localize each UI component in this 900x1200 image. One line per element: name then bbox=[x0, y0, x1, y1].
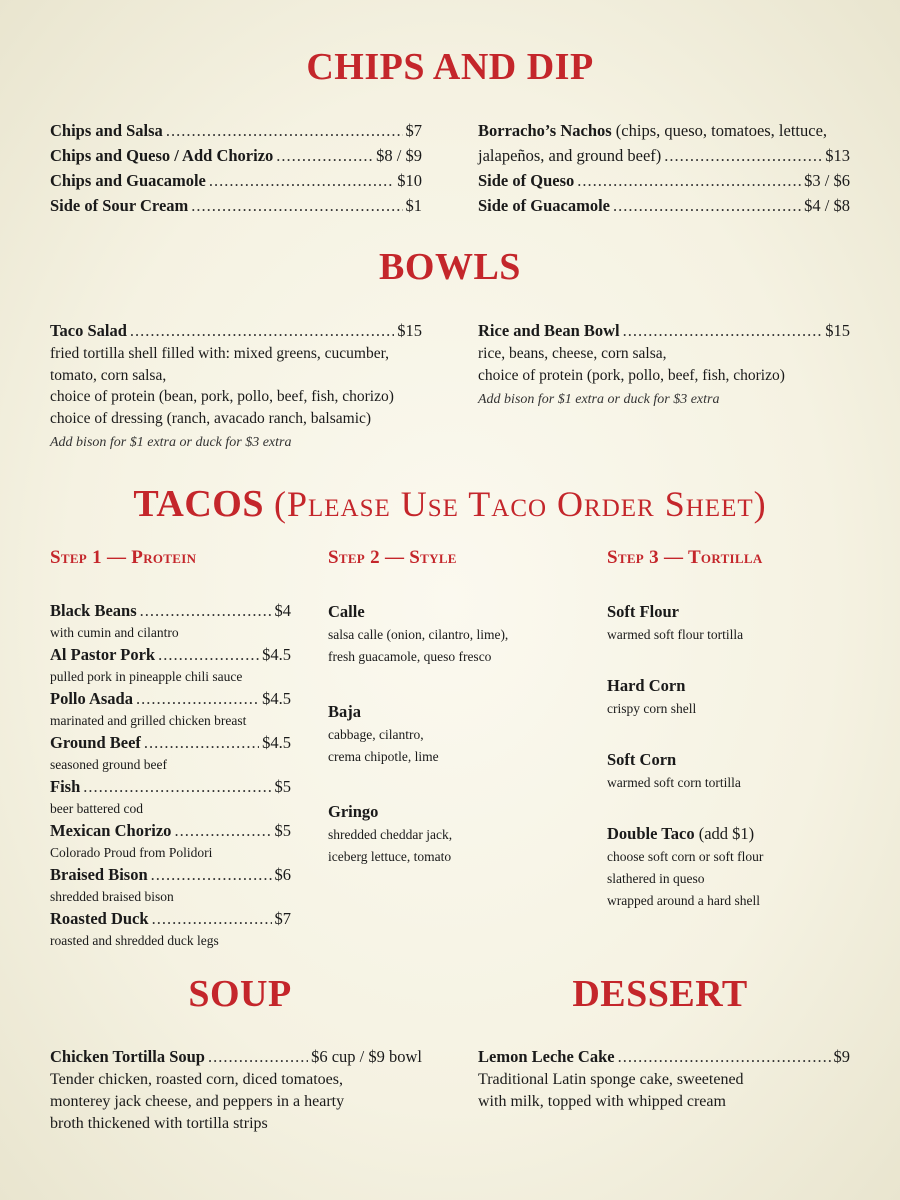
tortilla-item bbox=[607, 748, 867, 794]
item-price: $4.5 bbox=[262, 645, 291, 664]
menu-item bbox=[478, 318, 850, 343]
item-name: Borracho’s Nachos bbox=[478, 121, 612, 140]
item-desc: crema chipotle, lime bbox=[328, 749, 439, 764]
menu-item bbox=[478, 193, 850, 218]
item-desc: monterey jack cheese, and peppers in a hearty bbox=[50, 1093, 345, 1110]
item-desc: Traditional Latin sponge cake, sweetened bbox=[478, 1071, 744, 1088]
protein-item bbox=[50, 644, 291, 688]
step3-label: Step 3 — Tortilla bbox=[607, 547, 763, 568]
item-extra: (add $1) bbox=[698, 824, 755, 843]
protein-item bbox=[50, 600, 291, 644]
item-desc: with cumin and cilantro bbox=[50, 625, 179, 640]
item-price: $5 bbox=[274, 777, 291, 796]
item-price: $4 bbox=[274, 601, 291, 620]
taco-salad-block bbox=[50, 318, 422, 453]
item-desc: tomato, corn salsa, bbox=[50, 366, 167, 384]
item-price: $9 bbox=[833, 1047, 850, 1066]
item-desc: Tender chicken, roasted corn, diced tomatoes, bbox=[50, 1071, 343, 1088]
style-item bbox=[328, 700, 578, 768]
item-desc: fried tortilla shell filled with: mixed greens, cucumber, bbox=[50, 345, 389, 362]
soup-block bbox=[50, 1044, 422, 1135]
style-item bbox=[328, 800, 578, 868]
item-note: Add bison for $1 extra or duck for $3 extra bbox=[478, 392, 720, 407]
item-price: $15 bbox=[397, 321, 422, 340]
item-desc: wrapped around a hard shell bbox=[607, 893, 760, 908]
tacos-heading bbox=[0, 482, 900, 526]
item-desc: iceberg lettuce, tomato bbox=[328, 849, 452, 864]
item-price: $6 bbox=[274, 865, 291, 884]
protein-item bbox=[50, 864, 291, 908]
item-name: Side of Guacamole bbox=[478, 196, 610, 215]
rice-bowl-block bbox=[478, 318, 850, 410]
item-desc: jalapeños, and ground beef) bbox=[478, 146, 662, 165]
tortilla-list bbox=[607, 600, 867, 940]
item-name: Double Taco bbox=[607, 824, 695, 843]
item-name: Taco Salad bbox=[50, 321, 127, 340]
item-price: $7 bbox=[405, 121, 422, 140]
item-name: Fish bbox=[50, 777, 81, 796]
protein-item bbox=[50, 908, 291, 952]
item-desc: seasoned ground beef bbox=[50, 757, 167, 772]
chips-left-column bbox=[50, 118, 422, 218]
item-note: Add bison for $1 extra or duck for $3 extra bbox=[50, 435, 292, 450]
item-name: Gringo bbox=[328, 802, 379, 821]
item-desc: shredded cheddar jack, bbox=[328, 827, 453, 842]
menu-item bbox=[50, 168, 422, 193]
menu-item bbox=[50, 143, 422, 168]
menu-item-nachos-line1 bbox=[478, 118, 850, 143]
menu-item-nachos-line2 bbox=[478, 143, 850, 168]
item-desc: shredded braised bison bbox=[50, 889, 174, 904]
menu-item bbox=[478, 168, 850, 193]
tacos-title: TACOS bbox=[133, 483, 264, 525]
item-desc: roasted and shredded duck legs bbox=[50, 933, 219, 948]
item-desc: cabbage, cilantro, bbox=[328, 727, 424, 742]
item-name: Lemon Leche Cake bbox=[478, 1047, 615, 1066]
item-desc: slathered in queso bbox=[607, 871, 705, 886]
item-price: $7 bbox=[274, 909, 291, 928]
item-desc: Colorado Proud from Polidori bbox=[50, 845, 213, 860]
item-name: Ground Beef bbox=[50, 733, 141, 752]
protein-item bbox=[50, 688, 291, 732]
item-price: $6 cup / $9 bowl bbox=[311, 1047, 422, 1066]
style-list bbox=[328, 600, 578, 900]
item-desc: choice of protein (bean, pork, pollo, beef, fish, chorizo) bbox=[50, 388, 394, 405]
item-name: Chips and Queso / Add Chorizo bbox=[50, 146, 274, 165]
item-price: $4 / $8 bbox=[804, 196, 850, 215]
item-name: Side of Sour Cream bbox=[50, 196, 189, 215]
dessert-block bbox=[478, 1044, 850, 1113]
tortilla-item bbox=[607, 674, 867, 720]
bowls-heading: BOWLS bbox=[379, 246, 521, 288]
item-name: Al Pastor Pork bbox=[50, 645, 156, 664]
dessert-heading: DESSERT bbox=[572, 973, 748, 1015]
menu-item bbox=[50, 1044, 422, 1069]
item-price: $4.5 bbox=[262, 733, 291, 752]
item-price: $15 bbox=[825, 321, 850, 340]
item-desc: pulled pork in pineapple chili sauce bbox=[50, 669, 243, 684]
protein-item bbox=[50, 732, 291, 776]
chips-and-dip-heading: CHIPS AND DIP bbox=[306, 46, 594, 88]
protein-item bbox=[50, 776, 291, 820]
tortilla-item bbox=[607, 600, 867, 646]
item-price: $8 / $9 bbox=[376, 146, 422, 165]
item-desc: choice of protein (pork, pollo, beef, fish, chorizo) bbox=[478, 366, 785, 384]
item-desc: salsa calle (onion, cilantro, lime), bbox=[328, 627, 509, 642]
item-price: $13 bbox=[825, 146, 850, 165]
item-name: Side of Queso bbox=[478, 171, 575, 190]
item-price: $3 / $6 bbox=[804, 171, 850, 190]
item-desc: (chips, queso, tomatoes, lettuce, bbox=[615, 121, 828, 140]
item-desc: fresh guacamole, queso fresco bbox=[328, 649, 492, 664]
style-item bbox=[328, 600, 578, 668]
item-price: $5 bbox=[274, 821, 291, 840]
protein-item bbox=[50, 820, 291, 864]
item-price: $10 bbox=[397, 171, 422, 190]
step2-label: Step 2 — Style bbox=[328, 547, 457, 568]
item-name: Roasted Duck bbox=[50, 909, 149, 928]
item-desc: beer battered cod bbox=[50, 801, 143, 816]
tortilla-item bbox=[607, 822, 867, 912]
item-name: Chicken Tortilla Soup bbox=[50, 1047, 205, 1066]
item-name: Chips and Salsa bbox=[50, 121, 163, 140]
menu-item bbox=[50, 318, 422, 343]
item-name: Baja bbox=[328, 702, 361, 721]
item-price: $4.5 bbox=[262, 689, 291, 708]
tacos-subtitle: (Please Use Taco Order Sheet) bbox=[273, 484, 767, 524]
menu-item bbox=[50, 118, 422, 143]
item-desc: broth thickened with tortilla strips bbox=[50, 1115, 268, 1132]
item-desc: choice of dressing (ranch, avacado ranch, balsamic) bbox=[50, 409, 372, 427]
menu-item bbox=[50, 193, 422, 218]
item-desc: crispy corn shell bbox=[607, 701, 697, 716]
item-name: Calle bbox=[328, 602, 365, 621]
chips-right-column bbox=[478, 118, 850, 218]
item-desc: choose soft corn or soft flour bbox=[607, 849, 764, 864]
item-name: Pollo Asada bbox=[50, 689, 133, 708]
item-name: Soft Corn bbox=[607, 750, 677, 769]
item-name: Braised Bison bbox=[50, 865, 148, 884]
step1-label: Step 1 — Protein bbox=[50, 547, 197, 568]
item-name: Chips and Guacamole bbox=[50, 171, 206, 190]
item-desc: marinated and grilled chicken breast bbox=[50, 713, 247, 728]
item-name: Black Beans bbox=[50, 601, 137, 620]
item-desc: warmed soft flour tortilla bbox=[607, 627, 744, 642]
soup-heading: SOUP bbox=[188, 973, 292, 1015]
item-desc: warmed soft corn tortilla bbox=[607, 775, 741, 790]
menu-item bbox=[478, 1044, 850, 1069]
item-price: $1 bbox=[405, 196, 422, 215]
item-name: Mexican Chorizo bbox=[50, 821, 172, 840]
protein-list bbox=[50, 600, 291, 952]
item-desc: rice, beans, cheese, corn salsa, bbox=[478, 345, 667, 362]
item-name: Rice and Bean Bowl bbox=[478, 321, 620, 340]
item-desc: with milk, topped with whipped cream bbox=[478, 1093, 726, 1110]
item-name: Soft Flour bbox=[607, 602, 679, 621]
item-name: Hard Corn bbox=[607, 676, 686, 695]
